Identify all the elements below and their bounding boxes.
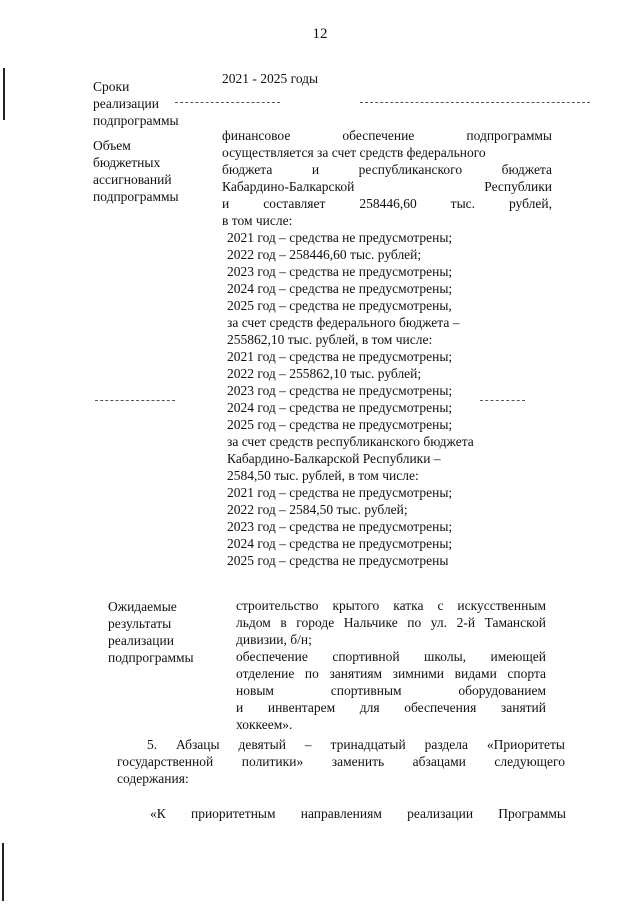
value-line: новым спортивным оборудованием [236,683,546,698]
row-label-budget [93,137,179,205]
value-line: 2022 год – 2584,50 тыс. рублей; [227,502,408,517]
label-line: результаты [108,616,172,631]
label-line: подпрограммы [93,189,179,204]
label-line: ассигнований [93,172,172,187]
value-line: 2022 год – 255862,10 тыс. рублей; [227,366,422,381]
value-line: финансовое обеспечение подпрограммы [222,128,552,143]
value-line: отделение по занятиям зимними видами спорта [236,666,546,681]
row-label-results [108,598,194,666]
value-line: 2024 год – средства не предусмотрены; [227,400,453,415]
paragraph-5 [117,736,565,787]
scan-dash-line [360,102,590,103]
value-line: в том числе: [222,213,293,228]
value-line: 2025 год – средства не предусмотрены, [227,298,452,313]
row-label-timeline [93,78,179,129]
value-line: бюджета и республиканского бюджета [222,162,552,177]
value-line: льдом в городе Нальчике по ул. 2-й Таманской [236,615,546,630]
row-value-budget [222,127,552,569]
value-line: и составляет 258446,60 тыс. рублей, [222,196,552,211]
value-line: Кабардино-Балкарской Республики – [227,451,441,466]
label-line: реализации [93,96,159,111]
value-line: за счет средств республиканского бюджета [227,434,474,449]
scan-margin-mark-bottom [2,843,4,901]
value-line: 2022 год – 258446,60 тыс. рублей; [227,247,422,262]
row-value-results [236,597,546,733]
value-line: 2025 год – средства не предусмотрены [227,553,449,568]
value-line: 2021 год – средства не предусмотрены; [227,230,453,245]
label-line: подпрограммы [108,650,194,665]
value-line: 2021 год – средства не предусмотрены; [227,349,453,364]
quote-line: «К приоритетным направлениям реализации Программы [150,806,566,821]
label-line: подпрограммы [93,113,179,128]
quote-paragraph [150,805,566,822]
value-line: дивизии, б/н; [236,632,312,647]
value-line: обеспечение спортивной школы, имеющей [236,649,546,664]
value-line: и инвентарем для обеспечения занятий [236,700,546,715]
value-line: 2023 год – средства не предусмотрены; [227,383,453,398]
paragraph-line: содержания: [117,771,189,786]
scan-dash-line [95,400,175,401]
value-line: 2584,50 тыс. рублей, в том числе: [227,468,419,483]
paragraph-line: государственной политики» заменить абзацами следующего [117,754,565,769]
value-line: 2023 год – средства не предусмотрены; [227,264,453,279]
label-line: реализации [108,633,174,648]
value-line: 2021 год – средства не предусмотрены; [227,485,453,500]
value-line: 2024 год – средства не предусмотрены; [227,536,453,551]
value-line: хоккеем». [236,717,293,732]
scan-margin-mark-top [3,68,5,120]
label-line: Ожидаемые [108,599,177,614]
value-line: 2021 - 2025 годы [222,71,319,86]
value-line: Кабардино-Балкарской Республики [222,179,552,194]
scan-dash-line [175,102,280,103]
value-line: 2023 год – средства не предусмотрены; [227,519,453,534]
value-line: 255862,10 тыс. рублей, в том числе: [227,332,433,347]
label-line: Объем [93,138,131,153]
value-line: осуществляется за счет средств федерального [222,145,486,160]
page-number: 12 [312,26,328,42]
value-line: за счет средств федерального бюджета – [227,315,460,330]
row-value-timeline [222,70,318,87]
value-line: строительство крытого катка с искусственным [236,598,546,613]
paragraph-line: 5. Абзацы девятый – тринадцатый раздела «Приоритеты [147,737,565,752]
value-line: 2024 год – средства не предусмотрены; [227,281,453,296]
label-line: Сроки [93,79,130,94]
value-line: 2025 год – средства не предусмотрены; [227,417,453,432]
label-line: бюджетных [93,155,161,170]
